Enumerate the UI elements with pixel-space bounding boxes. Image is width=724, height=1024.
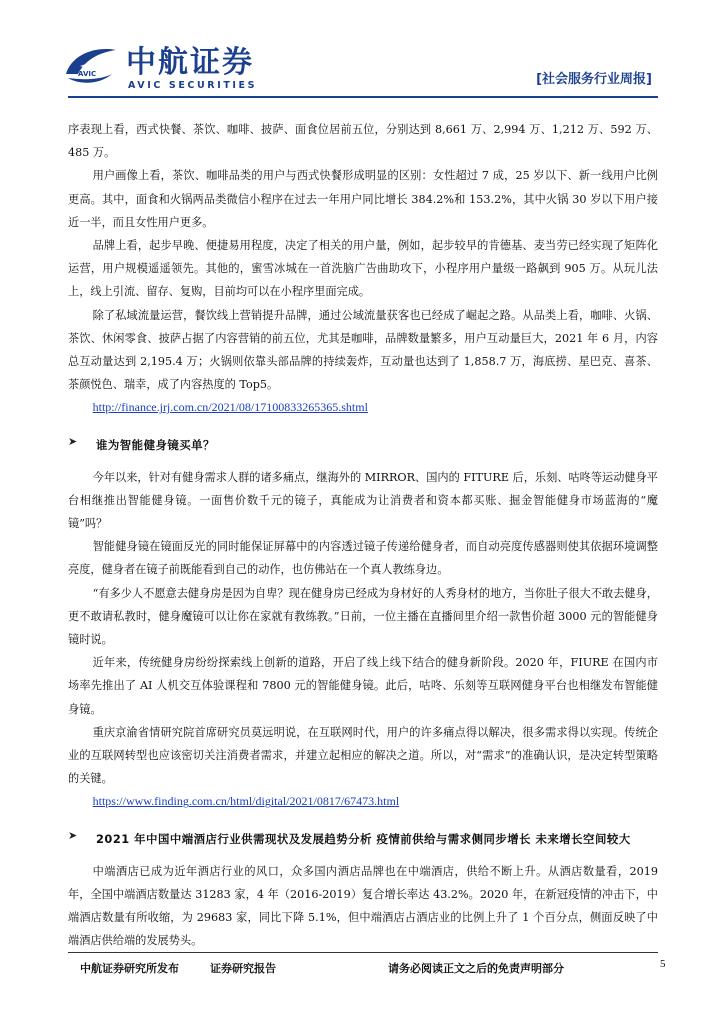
section-title: 2021 年中国中端酒店行业供需现状及发展趋势分析 疫情前供给与需求侧同步增长 未来增长空间较大 bbox=[96, 831, 631, 846]
source-link[interactable]: http://finance.jrj.com.cn/2021/08/17100833265365.shtml bbox=[92, 400, 368, 415]
paragraph: 近年来，传统健身房纷纷探索线上创新的道路，开启了线上线下结合的健身新阶段。2020 年，FIURE 在国内市场率先推出了 AI 人机交互体验课程和 7800 元的智能健身镜。此后，咕咚、乐刻等互联网健身平台也相继发布智能健身镜。 bbox=[68, 656, 658, 716]
footer-divider bbox=[68, 952, 658, 953]
article-body bbox=[68, 118, 658, 953]
logo-badge-text: AVIC bbox=[78, 70, 97, 78]
arrow-bullet-icon: ➤ bbox=[68, 828, 78, 842]
section-heading bbox=[68, 824, 658, 854]
paragraph: 中端酒店已成为近年酒店行业的风口，众多国内酒店品牌也在中端酒店，供给不断上升。从酒店数量看，2019 年，全国中端酒店数量达 31283 家，4 年（2016-2019）复合增长率达 43.2%。2020 年，在新冠疫情的冲击下，中端酒店数量有所收缩，为 29683 家，同比下降 5.1%，但中端酒店占酒店业的比例上升了 1 个百分点，侧面反映了中端酒店供给端的发展势头。 bbox=[68, 864, 658, 948]
footer-disclaimer: 请务必阅读正文之后的免责声明部分 bbox=[388, 962, 564, 975]
section-title: 谁为智能健身镜买单？ bbox=[96, 437, 215, 452]
page-header bbox=[0, 0, 724, 110]
page-number: 5 bbox=[660, 958, 666, 970]
avic-logo-icon bbox=[62, 44, 118, 92]
logo-subtitle: AVIC SECURITIES bbox=[128, 80, 258, 91]
paragraph: 重庆京渝省情研究院首席研究员莫远明说，在互联网时代，用户的许多痛点得以解决，很多需求得以实现。传统企业的互联网转型也应该密切关注消费者需求，并建立起相应的解决之道。所以，对“需求”的准确认识，是决定转型策略的关键。 bbox=[68, 725, 658, 786]
paragraph: “有多少人不愿意去健身房是因为自卑？现在健身房已经成为身材好的人秀身材的地方，当你肚子很大不敢去健身，更不敢请私教时，健身魔镜可以让你在家就有教练教。”日前，一位主播在直播间里介绍一款售价超 3000 元的智能健身镜时说。 bbox=[68, 586, 658, 647]
report-category-tag: [社会服务行业周报] bbox=[536, 72, 652, 87]
paragraph: 序表现上看，西式快餐、茶饮、咖啡、披萨、面食位居前五位，分别达到 8,661 万、2,994 万、1,212 万、592 万、485 万。 bbox=[68, 123, 658, 160]
paragraph: 今年以来，针对有健身需求人群的诸多痛点，继海外的 MIRROR、国内的 FITURE 后，乐刻、咕咚等运动健身平台相继推出智能健身镜。一面售价数千元的镜子，真能成为让消费者和资本都买账、掘金智能健身市场蓝海的“魔镜”吗？ bbox=[68, 470, 658, 531]
logo-text: 中航证券 bbox=[126, 45, 254, 80]
paragraph: 智能健身镜在镜面反光的同时能保证屏幕中的内容透过镜子传递给健身者，而自动亮度传感器则使其依据环境调整亮度，健身者在镜子前既能看到自己的动作，也仿佛站在一个真人教练身边。 bbox=[68, 540, 658, 577]
source-link[interactable]: https://www.finding.com.cn/html/digital/2021/0817/67473.html bbox=[92, 794, 400, 809]
footer-report-type: 证券研究报告 bbox=[210, 962, 276, 975]
source-link-row bbox=[68, 396, 658, 419]
paragraph: 品牌上看，起步早晚、便捷易用程度，决定了相关的用户量，例如，起步较早的肯德基、麦当劳已经实现了矩阵化运营，用户规模遥遥领先。其他的，蜜雪冰城在一首洗脑广告曲助攻下，小程序用户量级一路飙到 905 万。从玩儿法上，线上引流、留存、复购，目前均可以在小程序里面完成。 bbox=[68, 239, 658, 299]
paragraph: 除了私域流量运营，餐饮线上营销提升品牌，通过公域流量获客也已经成了崛起之路。从品类上看，咖啡、火锅、茶饮、休闲零食、披萨占据了内容营销的前五位，尤其是咖啡，品牌数量繁多，用户互动量巨大，2021 年 6 月，内容总互动量达到 2,195.4 万；火锅则依靠头部品牌的持续轰炸，互动量也达到了 1,858.7 万，海底捞、星巴克、喜茶、茶颜悦色、瑞幸，成了内容热度的 Top5。 bbox=[68, 308, 658, 392]
footer-publisher: 中航证券研究所发布 bbox=[80, 962, 179, 975]
header-divider bbox=[68, 96, 658, 98]
arrow-bullet-icon: ➤ bbox=[68, 434, 78, 448]
source-link-row bbox=[68, 790, 658, 813]
paragraph: 用户画像上看，茶饮、咖啡品类的用户与西式快餐形成明显的区别：女性超过 7 成，25 岁以下、新一线用户比例更高。其中，面食和火锅两品类微信小程序在过去一年用户同比增长 384.2%和 153.2%，其中火锅 30 岁以下用户接近一半，而且女性用户更多。 bbox=[68, 169, 658, 229]
section-heading bbox=[68, 430, 658, 460]
